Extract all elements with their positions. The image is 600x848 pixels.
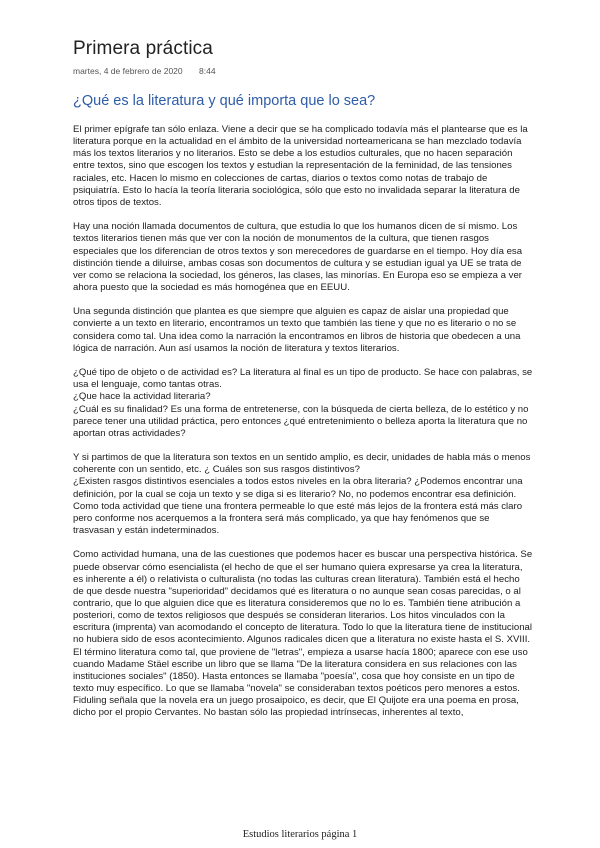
paragraph: Y si partimos de que la literatura son textos en un sentido amplio, es decir, unidades de habla más o menos coherente con un sentido, etc. ¿ Cuáles son sus rasgos distintivos? <box>73 452 531 476</box>
note-time: 8:44 <box>199 66 216 76</box>
note-date: martes, 4 de febrero de 2020 <box>73 66 183 76</box>
paragraph: ¿Qué tipo de objeto o de actividad es? La literatura al final es un tipo de producto. Se hace con palabras, se usa el lenguaje, como tantas otras. <box>73 367 533 391</box>
paragraph: Una segunda distinción que plantea es que siempre que alguien es capaz de aislar una propiedad que convierte a un texto en literario, encontramos un texto que también las tiene y que no es literario o no se considera como tal. Una idea como la narración la encontramos en libros de historia que obedecen a una lógica de narración. Aun así usamos la noción de literatura y textos literarios. <box>73 306 521 354</box>
paragraph: El primer epígrafe tan sólo enlaza. Viene a decir que se ha complicado todavía más el plantearse que es la literatura porque en la actualidad en el ámbito de la universidad norteamericana se han mezclado todavía más los textos literarios y no literarios. Esto se debe a los estudios culturales, que no hacen separación entre textos, sino que escogen los textos y estudian la representación de la feminidad, de las tensiones raciales, etc. Hacen lo mismo en colecciones de cartas, diarios o textos como notas de trabajo de psiquiatría. Esto lo hacía la teoría literaria sociológica, sólo que esto no invalidada separar la literatura de otros tipos de textos. <box>73 124 528 208</box>
article-body <box>73 124 533 720</box>
page-title: Primera práctica <box>73 38 213 59</box>
paragraph: ¿Cuál es su finalidad? Es una forma de entretenerse, con la búsqueda de cierta belleza, de lo estético y no parece tener una utilidad práctica, pero entonces ¿qué entretenimiento o belleza aporta la literatura que no aportan otras actividades? <box>73 403 529 439</box>
paragraph: Como actividad humana, una de las cuestiones que podemos hacer es buscar una perspectiva histórica. Se puede observar cómo esencialista (el hecho de que el ser humano quiera expresarse ya crea la literatura, es inherente a él) o relativista o culturalista (no todas las culturas crean literatura). También está el hecho de que desde nuestra "superioridad" decidamos qué es literatura o no aunque sean cosas parecidas, o al contrario, que lo que alguien dice que es literatura consideremos que no lo es. También tiene atribución a posteriori, como de textos religiosos que después se consideran literarios. Los hitos vinculados con la escritura (imprenta) van acomodando el concepto de literatura. Todo lo que la literatura tiene de institucional no hubiera sido de esos acontecimiento. Algunos radicales dicen que a literatura no existe hasta el S. XVIII. El término literatura como tal, que proviene de "letras", empieza a usarse hacía 1800; aparece con ese uso cuando Madame Stäel escribe un libro que se llama "De la literatura considera en sus relaciones con las instituciones sociales" (1850). Hasta entonces se llamaba "poesía", cosa que hoy consiste en un tipo de texto muy específico. Lo que se llamaba "novela" se consideraban textos poéticos pero menores a estos. Fiduling señala que la novela era un juego prosaipoico, es decir, que El Quijote era una poema en prosa, dicho por el propio Cervantes. No bastan sólo las propiedad intrínsecas, inherentes al texto, <box>73 549 533 719</box>
paragraph: ¿Que hace la actividad literaria? <box>73 391 211 403</box>
paragraph: ¿Existen rasgos distintivos esenciales a todos estos niveles en la obra literaria? ¿Podemos encontrar una definición, por la cual se coja un texto y se diga si es literario? No, no podemos encontrar esa definición. Como toda actividad que tiene una frontera permeable lo que esté más lejos de la frontera está más claro pero conforme nos acerquemos a la frontera será más complicado, ya que hay fenómenos que se trasvasan y están indeterminados. <box>73 476 523 537</box>
article-heading: ¿Qué es la literatura y qué importa que lo sea? <box>73 93 376 109</box>
page-footer: Estudios literarios página 1 <box>242 829 358 840</box>
note-metadata <box>73 66 230 76</box>
paragraph: Hay una noción llamada documentos de cultura, que estudia lo que los humanos dicen de sí mismo. Los textos literarios tienen más que ver con la noción de monumentos de la cultura, que tienen rasgos especiales que los diferencian de otros textos y son merecedores de guardarse en el tiempo. Hoy día esa distinción tiende a diluirse, ambas cosas son documentos de cultura y se estudian igual ya UE se trata de ver como se relaciona la sociedad, los géneros, las clases, las minorías. En Europa eso se empieza a ver ahora puesto que la sociedad es más homogénea que en EEUU. <box>73 221 523 294</box>
